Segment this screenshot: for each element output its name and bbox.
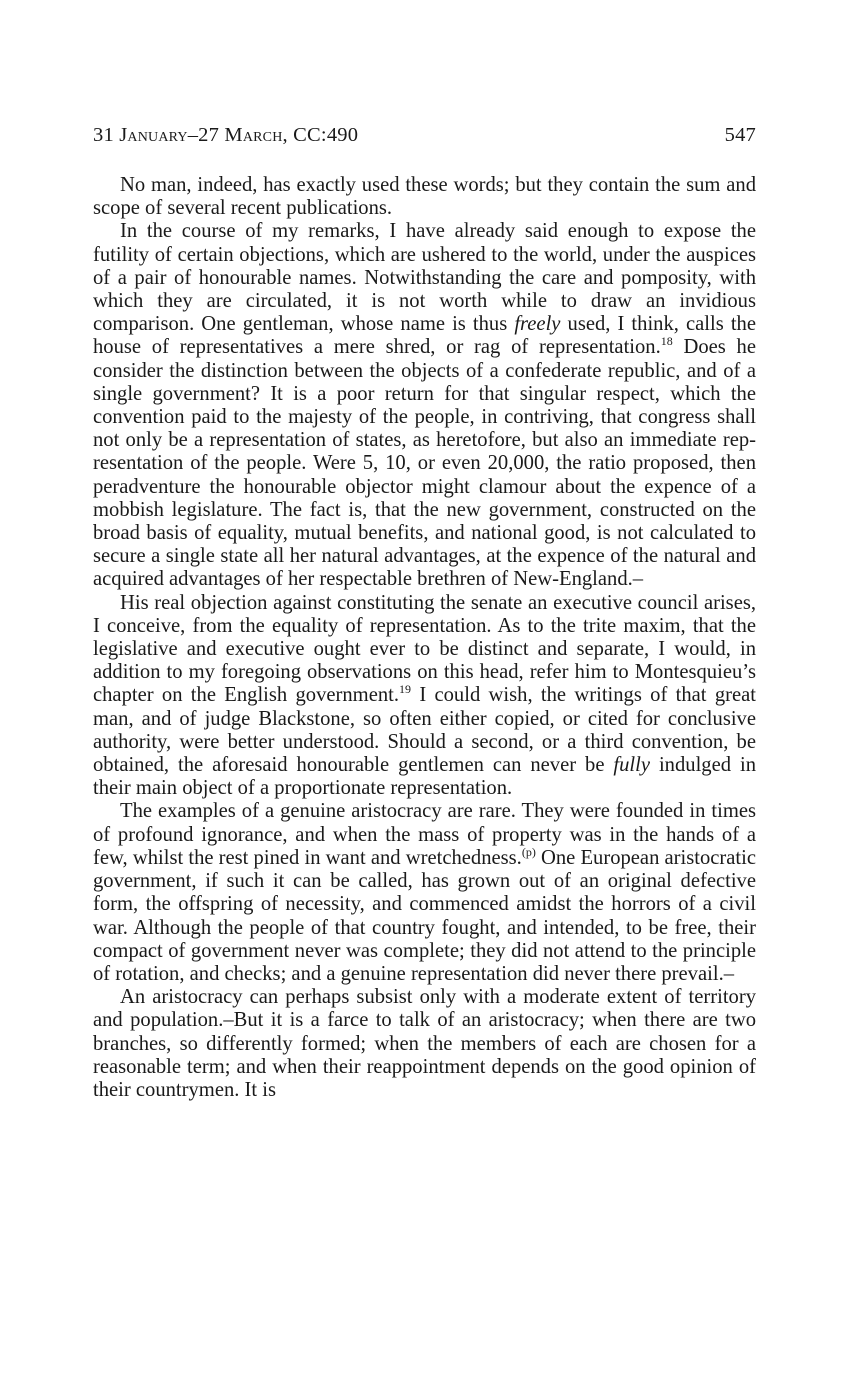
paragraph-text: No man, indeed, has exactly used these words; but they contain the sum and scope of several recent publications. [93,174,756,220]
running-head-document-number: CC:490 [287,124,359,146]
paragraph-text: His real objection against constituting the senate an executive council arises, I conceive, from the equality of representation. As to the trite maxim, that the legislative and executive ought ever to be distinct and separate, I would, in addition to my foregoing observations on this head, refer him to Montesquieu’s chapter on the English government. [93,591,756,707]
paragraph-2 [93,220,756,591]
footnote-marker: 19 [399,682,412,697]
footnote-marker: 18 [660,334,673,349]
paragraph-1 [93,174,756,220]
paragraph-text: indulged in their main object of a proportionate representation. [93,754,756,800]
body-text [93,174,756,1102]
italic-emphasis: freely [514,313,561,336]
paragraph-4 [93,800,756,986]
running-head [93,122,756,148]
running-head-date-start: 31 [93,124,120,146]
paragraph-3 [93,592,756,801]
paragraph-text: One European aristocratic government, if such it can be called, has grown out of an original defective form, the offspring of necessity, and commenced amidst the horrors of a civil war. Although the people of that country fought, and intended, to be free, their compact of government never was complete; they did not attend to the principle of rotation, and checks; and a genuine representation did never there prevail.– [93,846,756,985]
paragraph-text: In the course of my remarks, I have already said enough to expose the futility of certain objections, which are ushered to the world, under the auspices of a pair of honourable names. Notwithstanding the care and pomposity, with which they are circulated, it is not worth while to draw an invidious comparison. One gentleman, whose name is thus [93,220,756,336]
paragraph-text: I could wish, the writings of that great man, and of judge Blackstone, so often either copied, or cited for conclusive authority, were better understood. Should a second, or a third convention, be obtained, the aforesaid honourable gentlemen can never be [93,684,756,777]
running-head-date-range: January–27 March, [119,124,288,146]
paragraph-text: The examples of a genuine aristocracy are rare. They were founded in times of profound ignorance, and when the mass of property was in the hands of a few, whilst the rest pined in want and wretchedness. [93,800,756,869]
paragraph-5 [93,986,756,1102]
italic-emphasis: fully [613,754,651,777]
document-page [93,122,756,1102]
running-head-title [93,122,358,148]
paragraph-text: An aristocracy can perhaps subsist only with a moderate extent of territory and population.–But it is a farce to talk of an aristocracy; when there are two branches, so differently formed; when the members of each are chosen for a reasonable term; and when their reappointment depends on the good opinion of their countrymen. It is [93,986,756,1101]
note-marker: (p) [521,845,536,860]
paragraph-text: Does he consider the distinction between the objects of a confederate republic, and of a single government? It is a poor return for that singular respect, which the convention paid to the majesty of the people, in contriving, that congress shall not only be a representation of states, as heretofore, but also an immediate representation of the people. Were 5, 10, or even 20,000, the ratio proposed, then peradventure the honourable objector might clamour about the expence of a mobbish legislature. The fact is, that the new government, constructed on the broad basis of equality, mutual benefits, and national good, is not calculated to secure a single state all her natural advantages, at the expence of the natural and acquired advantages of her respectable brethren of New-England.– [93,336,756,591]
paragraph-text: used, I think, calls the house of representatives a mere shred, or rag of representation. [93,313,756,359]
page-number: 547 [724,124,756,146]
